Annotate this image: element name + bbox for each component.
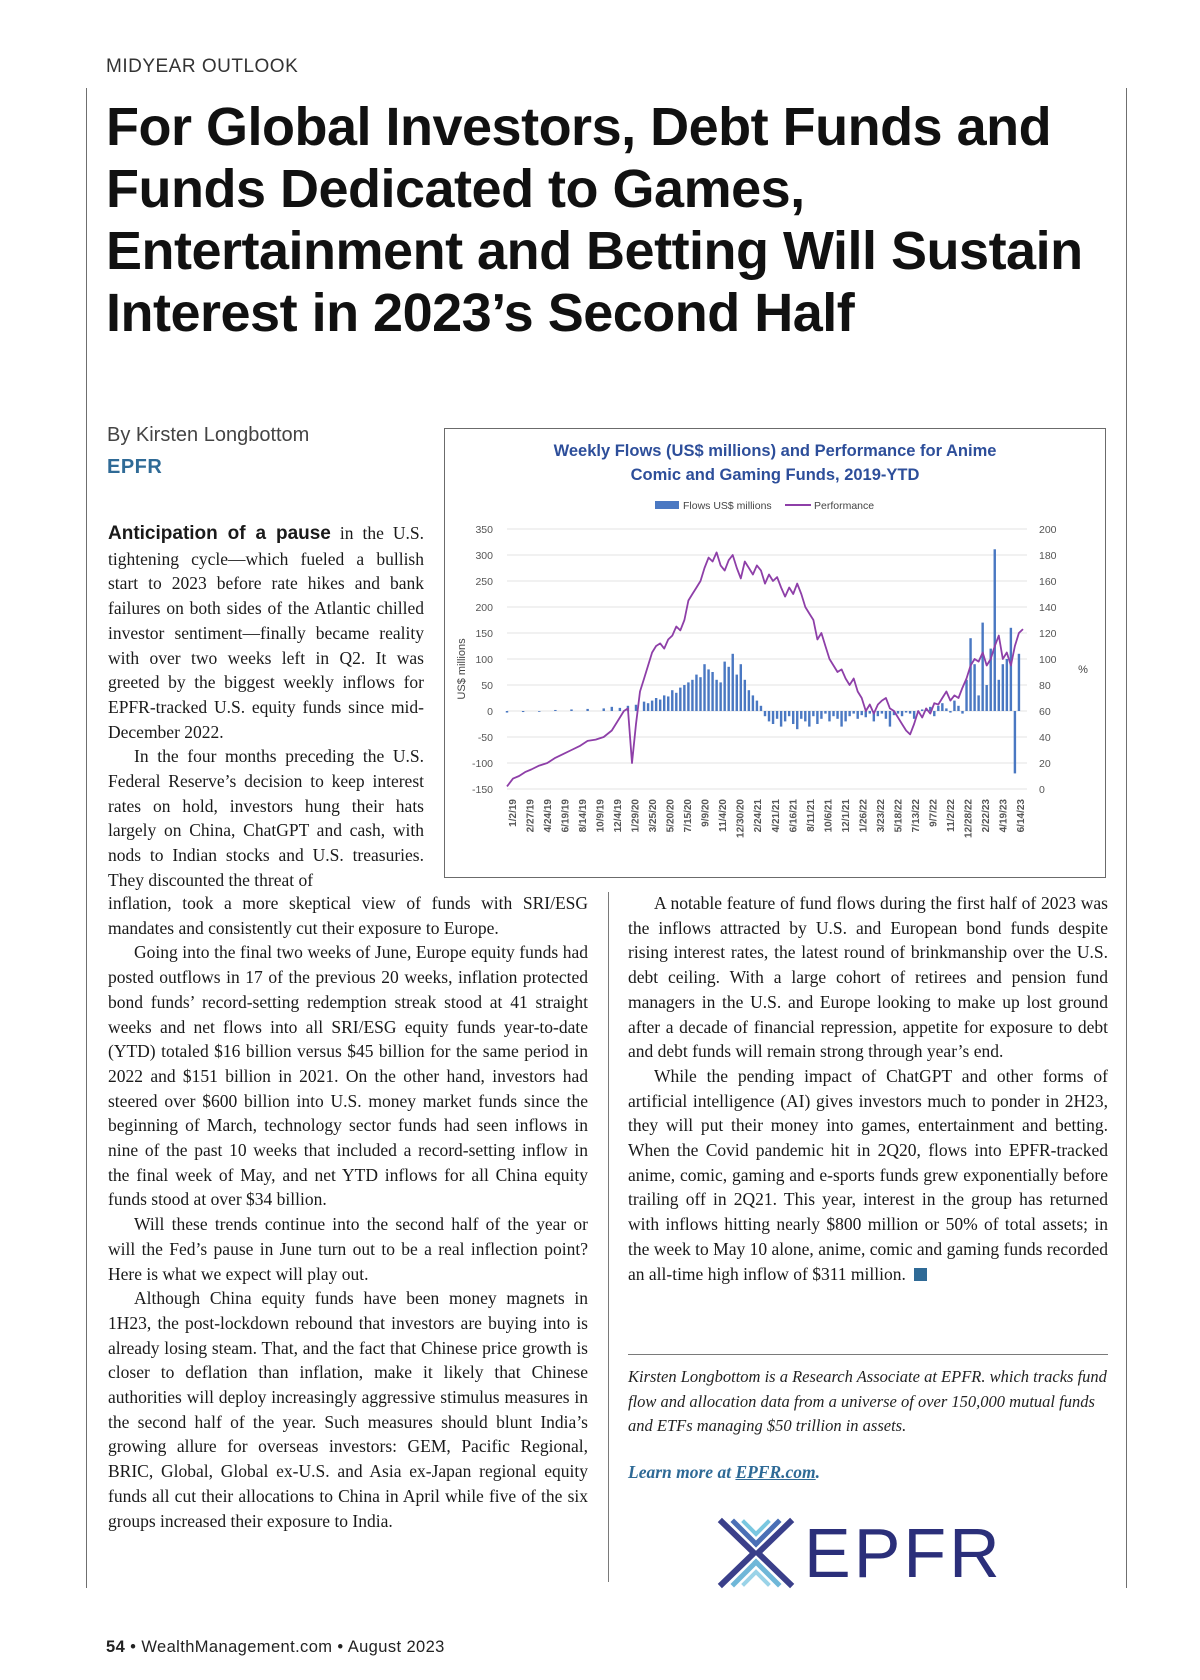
author-organization: EPFR (107, 456, 163, 478)
flow-bar (913, 711, 915, 719)
column-divider (608, 892, 609, 1582)
y-right-tick-label: 120 (1039, 628, 1057, 640)
flow-bar (816, 711, 818, 724)
flow-bar (707, 669, 709, 711)
flow-bar (643, 702, 645, 711)
flow-bar (848, 711, 850, 716)
flow-bar (788, 711, 790, 716)
flow-bar (732, 654, 734, 711)
flow-bar (808, 711, 810, 727)
x-tick-label: 2/27/19 (525, 799, 537, 833)
flow-bar (981, 623, 983, 711)
footer-separator: • (125, 1638, 142, 1656)
author-bio: Kirsten Longbottom is a Research Associate at EPFR. which tracks fund flow and allocation data from a universe of over 150,000 mutual funds and ETFs managing $50 trillion in assets. (628, 1367, 1107, 1435)
x-tick-label: 5/18/22 (893, 799, 905, 833)
x-tick-label: 5/20/20 (665, 799, 677, 833)
flow-bar (619, 708, 621, 711)
paragraph-7-text: While the pending impact of ChatGPT and other forms of artificial intelligence (AI) gives investors much to ponder in 2H23, they will put their money into games, entertainment and betting. When the Covid pandemic hit in 2Q20, flows into EPFR-tracked anime, comic, gaming and e-sports funds grew exponentially before trailing off in 2Q21. This year, interest in the group has returned with inflows hitting nearly $800 million or 50% of total assets; in the week to May 10 alone, anime, comic and gaming funds recorded an all-time high inflow of $311 million. (628, 1065, 1108, 1284)
flow-bar (977, 695, 979, 711)
x-tick-label: 10/9/19 (595, 799, 607, 833)
x-tick-label: 2/24/21 (753, 799, 765, 833)
flow-bar (719, 682, 721, 711)
x-tick-label: 8/14/19 (578, 799, 590, 833)
flow-bar (748, 690, 750, 711)
chart-canvas (445, 429, 1105, 877)
flow-bar (570, 709, 572, 711)
flow-bar (998, 680, 1000, 711)
chart-title-line-1: Weekly Flows (US$ millions) and Performance for Anime (553, 442, 997, 460)
flow-bar (828, 711, 830, 721)
flow-bar (957, 706, 959, 711)
byline: By Kirsten Longbottom (107, 424, 310, 446)
y-left-tick-label: 200 (475, 602, 493, 614)
flow-bar (736, 675, 738, 711)
article-column-2 (628, 891, 1108, 1286)
legend-performance-label: Performance (814, 500, 875, 512)
flow-bar (667, 696, 669, 711)
x-tick-label: 3/25/20 (648, 799, 660, 833)
x-tick-label: 7/15/20 (683, 799, 695, 833)
x-tick-label: 12/30/20 (735, 799, 747, 838)
x-tick-label: 1/2/19 (508, 799, 519, 827)
flow-bar (969, 638, 971, 711)
flow-bar (961, 711, 963, 714)
flow-bar (869, 711, 871, 714)
y-right-tick-label: 180 (1039, 550, 1057, 562)
flow-bar (965, 680, 967, 711)
flow-bar (840, 711, 842, 727)
epfr-logo (716, 1516, 1036, 1590)
legend-flows-label: Flows US$ millions (683, 500, 772, 512)
y-right-tick-label: 140 (1039, 602, 1057, 614)
article-headline: For Global Investors, Debt Funds and Funds Dedicated to Games, Entertainment and Betting Will Sustain Interest in 2023’s Second Half (106, 97, 1083, 343)
flow-bar (760, 706, 762, 711)
y-left-tick-label: 150 (475, 628, 493, 640)
paragraph-2-start: In the four months preceding the U.S. Federal Reserve’s decision to keep interest rates on hold, investors hung their hats largely on China, ChatGPT and cash, with nods to Indian stocks and U.S. treasuries. They discounted the threat of (108, 746, 424, 890)
x-tick-label: 6/16/21 (788, 799, 800, 833)
flow-bar (723, 662, 725, 711)
flow-bar (647, 703, 649, 711)
footer-separator: • (332, 1638, 348, 1656)
flow-bar (804, 711, 806, 721)
flow-bar (796, 711, 798, 729)
flow-bar (554, 710, 556, 711)
y-right-tick-label: 20 (1039, 758, 1051, 770)
x-tick-label: 6/14/23 (1016, 799, 1027, 833)
epfr-wordmark: EPFR (804, 1514, 1003, 1592)
x-tick-label: 10/6/21 (823, 799, 835, 833)
end-of-article-mark (914, 1268, 927, 1281)
flow-bar (740, 664, 742, 711)
y-left-tick-label: 50 (481, 680, 493, 692)
y-axis-left-label: US$ millions (456, 638, 468, 700)
flow-bar (901, 711, 903, 716)
y-right-tick-label: 0 (1039, 784, 1045, 796)
article-column-1 (108, 891, 588, 1533)
flow-bar (776, 711, 778, 719)
y-right-tick-label: 100 (1039, 654, 1057, 666)
x-tick-label: 12/4/19 (613, 799, 625, 833)
flow-bar (538, 711, 540, 712)
x-tick-label: 8/11/21 (805, 799, 817, 832)
flow-bar (800, 711, 802, 719)
flow-bar (953, 701, 955, 711)
flow-bar (985, 685, 987, 711)
y-left-tick-label: 100 (475, 654, 493, 666)
flow-bar (889, 711, 891, 727)
x-tick-label: 11/2/22 (945, 799, 957, 832)
x-tick-label: 4/21/21 (770, 799, 782, 833)
flow-bar (812, 711, 814, 716)
flow-bar (897, 711, 899, 714)
flow-bar (1006, 659, 1008, 711)
flow-bar (820, 711, 822, 719)
left-margin-rule (86, 88, 87, 1588)
footer-site: WealthManagement.com (141, 1638, 333, 1656)
flow-bar (715, 680, 717, 711)
flow-bar (611, 707, 613, 711)
y-left-tick-label: -50 (477, 732, 493, 744)
performance-line (507, 552, 1023, 786)
footer-issue: August 2023 (347, 1638, 445, 1656)
paragraph-3: Going into the final two weeks of June, Europe equity funds had posted outflows in 17 of the previous 20 weeks, inflation protected bond funds’ record-setting redemption streak stood at 41 straight weeks and net flows into all SRI/ESG equity funds year-to-date (YTD) totaled $16 billion versus $45 billion for the same period in 2022 and $151 billion in 2021. On the other hand, investors had steered over $600 billion into U.S. money market funds since the beginning of March, technology sector funds had seen inflows in nine of the past 10 weeks that included a record-setting inflow in the final week of May, and net YTD inflows for all China equity funds stood at over $34 billion. (108, 942, 588, 1210)
x-tick-label: 7/13/22 (910, 799, 922, 833)
x-tick-label: 3/23/22 (875, 799, 887, 833)
flow-bar (994, 549, 996, 711)
y-right-tick-label: 80 (1039, 680, 1051, 692)
paragraph-4: Will these trends continue into the second half of the year or will the Fed’s pause in June turn out to be a real inflection point? Here is what we expect will play out. (108, 1214, 588, 1284)
flow-bar (1010, 628, 1012, 711)
flow-bar (949, 711, 951, 713)
flow-bar (1014, 711, 1016, 773)
flow-bar (659, 700, 661, 711)
page-number: 54 (106, 1638, 126, 1656)
flow-bar (1018, 654, 1020, 711)
y-left-tick-label: 0 (487, 706, 493, 718)
flow-bar (861, 711, 863, 715)
flow-bar (671, 690, 673, 711)
flow-bar (651, 701, 653, 711)
lead-in: Anticipation of a pause (108, 523, 331, 544)
paragraph-7 (628, 1064, 1108, 1286)
flow-bar (836, 711, 838, 719)
flow-bar (699, 677, 701, 711)
flow-bar (852, 711, 854, 714)
paragraph-5: Although China equity funds have been money magnets in 1H23, the post-lockdown rebound that investors are buying into is already losing steam. That, and the fact that Chinese price growth is closer to deflation than inflation, make it likely that Chinese authorities will deploy increasingly aggressive stimulus measures in the second half of the year. Such measures should blunt India’s growing allure for overseas investors: GEM, Pacific Regional, BRIC, Global, Global ex-U.S. and Asia ex-Japan regional equity funds all cut their allocations to China in April while five of the six groups increased their exposure to India. (108, 1288, 588, 1531)
paragraph-2-end: inflation, took a more skeptical view of funds with SRI/ESG mandates and consistently cut their exposure to Europe. (108, 893, 588, 938)
x-tick-label: 12/1/21 (840, 799, 852, 833)
flow-bar (768, 711, 770, 721)
flow-bar (506, 711, 508, 713)
flow-bar (655, 698, 657, 711)
x-tick-label: 12/28/22 (963, 799, 975, 838)
flow-bar (764, 711, 766, 716)
flow-bar (603, 708, 605, 711)
flow-bar (941, 703, 943, 711)
x-tick-label: 2/22/23 (980, 799, 992, 833)
paragraph-1-text: in the U.S. tightening cycle—which fueled a bullish start to 2023 before rate hikes and bank failures on both sides of the Atlantic chilled investor sentiment—finally became reality with over two weeks left in Q2. It was greeted by the biggest weekly inflows for EPFR-tracked U.S. equity funds since mid-December 2022. (108, 523, 424, 742)
x-tick-label: 6/19/19 (560, 799, 572, 833)
chart-title-line-2: Comic and Gaming Funds, 2019-YTD (630, 466, 920, 484)
y-right-tick-label: 60 (1039, 706, 1051, 718)
y-right-tick-label: 160 (1039, 576, 1057, 588)
flow-bar (663, 695, 665, 711)
flow-bar (921, 709, 923, 711)
y-left-tick-label: 300 (475, 550, 493, 562)
y-right-tick-label: 200 (1039, 524, 1057, 536)
flow-bar (752, 695, 754, 711)
right-margin-rule (1126, 88, 1127, 1588)
x-tick-label: 1/29/20 (630, 799, 642, 833)
bio-divider (628, 1354, 1108, 1355)
page-footer (106, 1638, 445, 1657)
section-kicker: MIDYEAR OUTLOOK (106, 56, 299, 77)
article-column-1-top (108, 521, 424, 893)
learn-more-suffix: . (815, 1462, 821, 1482)
flow-bar (1002, 664, 1004, 711)
flow-bar (772, 711, 774, 724)
flow-bar (675, 693, 677, 711)
paragraph-1 (108, 521, 424, 744)
x-tick-label: 9/7/22 (928, 799, 940, 827)
flow-bar (711, 672, 713, 711)
flow-bar (691, 680, 693, 711)
flow-bar (824, 711, 826, 714)
x-tick-label: 9/9/20 (700, 799, 712, 827)
y-left-tick-label: 250 (475, 576, 493, 588)
x-tick-label: 4/19/23 (998, 799, 1010, 833)
paragraph-6: A notable feature of fund flows during the first half of 2023 was the inflows attracted by U.S. and European bond funds despite rising interest rates, the latest round of brinkmanship over the U.S. debt ceiling. With a large cohort of retirees and pension fund managers in the U.S. and Europe looking to make up lost ground after a decade of financial repression, appetite for exposure to debt and debt funds will remain strong through year’s end. (628, 893, 1108, 1062)
flow-bar (522, 711, 524, 712)
flow-bar (937, 706, 939, 711)
flow-bar (909, 711, 911, 714)
learn-more-prefix: Learn more at (628, 1462, 736, 1482)
flow-bar (885, 711, 887, 719)
y-left-tick-label: 350 (475, 524, 493, 536)
flow-bar (973, 664, 975, 711)
flows-performance-chart (444, 428, 1106, 878)
flow-bar (744, 680, 746, 711)
flow-bar (905, 711, 907, 713)
flow-bar (792, 711, 794, 724)
legend-flows-swatch (655, 501, 679, 509)
flow-bar (877, 711, 879, 716)
flow-bar (780, 711, 782, 727)
flow-bar (679, 688, 681, 711)
flow-bar (945, 708, 947, 711)
epfr-star-icon (716, 1516, 796, 1590)
y-right-tick-label: 40 (1039, 732, 1051, 744)
flow-bar (784, 711, 786, 721)
flow-bar (756, 701, 758, 711)
flow-bar (683, 685, 685, 711)
learn-more (628, 1462, 820, 1483)
y-axis-right-label: % (1078, 664, 1088, 676)
y-left-tick-label: -150 (471, 784, 493, 796)
flow-bar (881, 711, 883, 714)
flow-bar (844, 711, 846, 721)
x-tick-label: 4/24/19 (543, 799, 555, 833)
x-tick-label: 1/26/22 (858, 799, 870, 833)
x-tick-label: 11/4/20 (718, 799, 730, 832)
flow-bar (703, 664, 705, 711)
flow-bar (832, 711, 834, 716)
flow-bar (727, 667, 729, 711)
epfr-link[interactable]: EPFR.com (735, 1462, 816, 1482)
flow-bar (933, 711, 935, 716)
flow-bar (687, 682, 689, 711)
flow-bar (865, 711, 867, 717)
y-left-tick-label: -100 (471, 758, 493, 770)
flow-bar (586, 709, 588, 711)
flow-bar (856, 711, 858, 719)
flow-bar (695, 675, 697, 711)
